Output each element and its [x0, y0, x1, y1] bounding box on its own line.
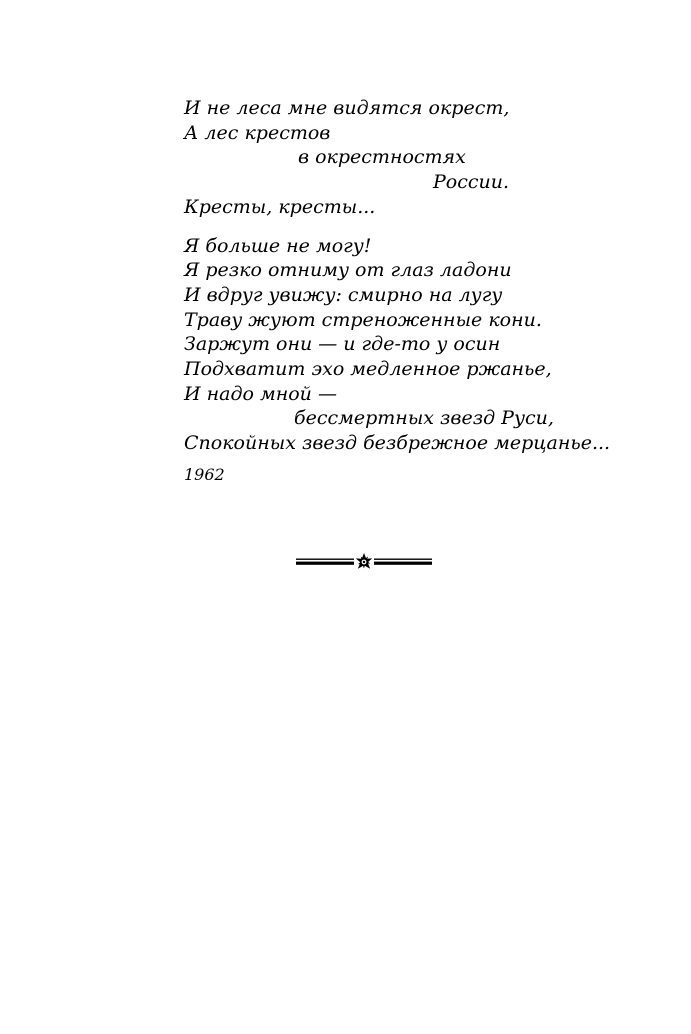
stanza-2 — [184, 234, 644, 456]
star-rule-ornament-icon — [296, 552, 432, 572]
poem — [184, 96, 644, 456]
poem-line: И вдруг увижу: смирно на лугу — [184, 283, 503, 306]
poem-line: бессмертных звезд Руси, — [294, 407, 554, 430]
poem-line: Заржут они — и где-то у осин — [184, 333, 501, 356]
poem-line: Подхватит эхо медленное ржанье, — [184, 358, 552, 381]
poem-line: в окрестностях — [298, 146, 466, 169]
poem-line: Спокойных звезд безбрежное мерцанье... — [184, 432, 611, 455]
poem-date: 1962 — [184, 465, 225, 484]
poem-line: Я резко отниму от глаз ладони — [184, 259, 512, 282]
poem-line: Кресты, кресты... — [184, 195, 376, 218]
poem-line: И надо мной — — [184, 382, 337, 405]
poem-line: И не леса мне видятся окрест, — [184, 97, 510, 119]
poem-line: Траву жуют стреноженные кони. — [184, 308, 542, 331]
poem-line: России. — [433, 171, 510, 194]
poem-line: Я больше не могу! — [184, 234, 372, 257]
stanza-1 — [184, 96, 644, 220]
poem-line: А лес крестов — [184, 121, 331, 144]
